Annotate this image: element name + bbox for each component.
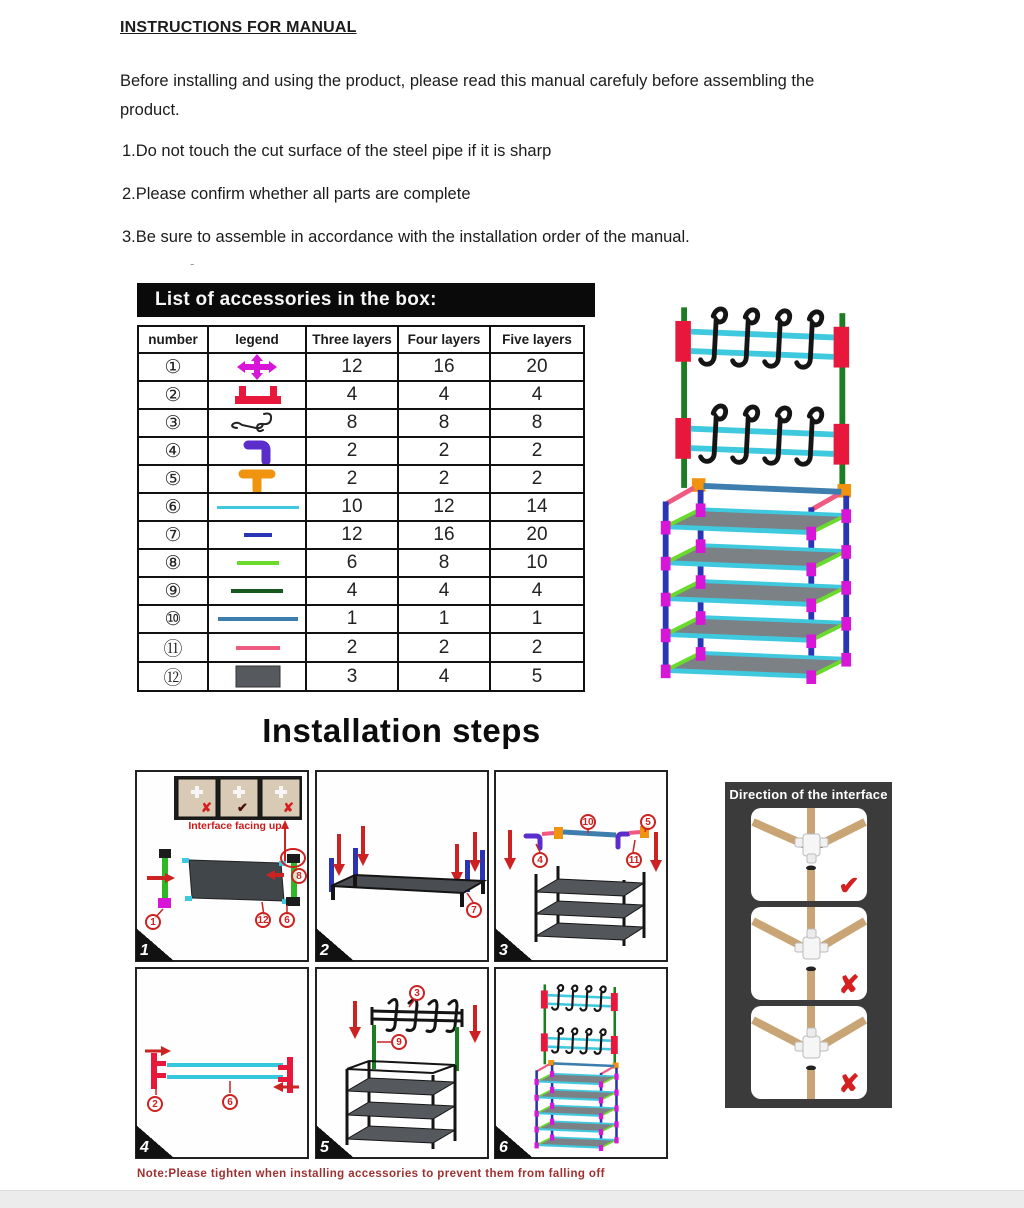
column-header-four-layers: Four layers	[398, 326, 490, 353]
step-number: 1	[140, 942, 149, 959]
qty-four-layers: 1	[398, 605, 490, 633]
qty-five-layers: 8	[490, 409, 584, 437]
step-number-badge	[316, 1125, 354, 1158]
step-panel-1	[135, 770, 309, 962]
qty-three-layers: 6	[306, 549, 398, 577]
qty-five-layers: 14	[490, 493, 584, 521]
qty-five-layers: 1	[490, 605, 584, 633]
table-row	[138, 549, 584, 577]
table-row	[138, 353, 584, 381]
qty-four-layers: 12	[398, 493, 490, 521]
interface-direction-panel	[725, 782, 892, 1108]
interface-card-3	[751, 1006, 867, 1099]
qty-three-layers: 2	[306, 437, 398, 465]
dark-green-tube-icon	[208, 577, 306, 605]
callout-part-5: 5	[640, 814, 656, 830]
interface-card-1	[751, 808, 867, 901]
cyan-long-tube-icon	[208, 493, 306, 521]
qty-four-layers: 8	[398, 409, 490, 437]
orange-tee-connector-icon	[208, 465, 306, 493]
part-number: ⑫	[138, 662, 208, 691]
table-row	[138, 633, 584, 662]
step-number: 5	[320, 1139, 329, 1156]
qty-four-layers: 2	[398, 633, 490, 662]
intro-paragraph: Before installing and using the product, please read this manual carefuly before assembling the product.	[120, 71, 815, 119]
qty-three-layers: 3	[306, 662, 398, 691]
callout-part-9: 9	[391, 1034, 407, 1050]
crimson-double-tab-base-icon	[208, 381, 306, 409]
part-number: ⑧	[138, 549, 208, 577]
callout-part-10: 10	[580, 814, 596, 830]
pink-tube-icon	[208, 633, 306, 662]
step-panel-4	[135, 967, 309, 1159]
table-row	[138, 521, 584, 549]
purple-elbow-connector-icon	[208, 437, 306, 465]
qty-three-layers: 12	[306, 353, 398, 381]
part-number: ③	[138, 409, 208, 437]
inset-cross-mark: ✘	[283, 800, 294, 815]
qty-four-layers: 16	[398, 353, 490, 381]
bottom-scroll-strip	[0, 1190, 1024, 1208]
check-mark-icon: ✔	[838, 872, 860, 900]
step-panel-3	[494, 770, 668, 962]
callout-part-12: 12	[255, 912, 271, 928]
part-number: ④	[138, 437, 208, 465]
fabric-shelf-panel-icon	[208, 662, 306, 691]
column-header-three-layers: Three layers	[306, 326, 398, 353]
step-number: 2	[320, 942, 329, 959]
qty-three-layers: 2	[306, 465, 398, 493]
step-number: 4	[140, 1139, 149, 1156]
qty-three-layers: 2	[306, 633, 398, 662]
qty-four-layers: 2	[398, 465, 490, 493]
qty-five-layers: 2	[490, 437, 584, 465]
step-panel-2	[315, 770, 489, 962]
inset-check-mark: ✔	[237, 800, 248, 815]
installation-heading: Installation steps	[262, 712, 541, 749]
instruction-point-1: 1.Do not touch the cut surface of the steel pipe if it is sharp	[122, 141, 552, 160]
step-6-illustration	[524, 975, 642, 1151]
step-number-badge	[136, 928, 174, 961]
interface-facing-up-label: Interface facing up	[188, 820, 282, 832]
lime-green-tube-icon	[208, 549, 306, 577]
step-number-badge	[495, 1125, 533, 1158]
part-number: ①	[138, 353, 208, 381]
part-number: ⑥	[138, 493, 208, 521]
qty-three-layers: 10	[306, 493, 398, 521]
instruction-point-3: 3.Be sure to assemble in accordance with the installation order of the manual.	[122, 227, 690, 246]
qty-four-layers: 8	[398, 549, 490, 577]
table-row	[138, 662, 584, 691]
steel-blue-long-tube-icon	[208, 605, 306, 633]
black-coat-hooks-icon	[208, 409, 306, 437]
step-number: 3	[499, 942, 508, 959]
qty-three-layers: 8	[306, 409, 398, 437]
callout-part-6: 6	[279, 912, 295, 928]
table-row	[138, 437, 584, 465]
magenta-cross-connector-icon	[208, 353, 306, 381]
interface-card-2	[751, 907, 867, 1000]
table-header-row	[138, 326, 584, 353]
table-row	[138, 465, 584, 493]
step-panel-6	[494, 967, 668, 1159]
qty-four-layers: 2	[398, 437, 490, 465]
table-row	[138, 605, 584, 633]
assembled-product-illustration	[648, 286, 893, 684]
qty-five-layers: 2	[490, 465, 584, 493]
column-header-legend: legend	[208, 326, 306, 353]
callout-part-6: 6	[222, 1094, 238, 1110]
table-row	[138, 381, 584, 409]
navy-short-tube-icon	[208, 521, 306, 549]
qty-three-layers: 4	[306, 577, 398, 605]
step-number-badge	[316, 928, 354, 961]
callout-part-8: 8	[291, 868, 307, 884]
part-number: ⑩	[138, 605, 208, 633]
accessories-table	[137, 325, 585, 692]
qty-four-layers: 4	[398, 577, 490, 605]
part-number: ②	[138, 381, 208, 409]
cross-mark-icon: ✘	[838, 1070, 860, 1098]
stray-dash: -	[190, 256, 195, 271]
step-number-badge	[136, 1125, 174, 1158]
part-number: ⑪	[138, 633, 208, 662]
qty-four-layers: 4	[398, 662, 490, 691]
qty-three-layers: 4	[306, 381, 398, 409]
table-row	[138, 493, 584, 521]
callout-part-4: 4	[532, 852, 548, 868]
instruction-point-2: 2.Please confirm whether all parts are complete	[122, 184, 471, 203]
callout-part-3: 3	[409, 985, 425, 1001]
qty-five-layers: 20	[490, 521, 584, 549]
qty-three-layers: 1	[306, 605, 398, 633]
qty-four-layers: 4	[398, 381, 490, 409]
qty-five-layers: 4	[490, 381, 584, 409]
qty-five-layers: 20	[490, 353, 584, 381]
callout-part-2: 2	[147, 1096, 163, 1112]
step-number: 6	[499, 1139, 508, 1156]
step-panel-5	[315, 967, 489, 1159]
note-text: Note:Please tighten when installing accessories to prevent them from falling off	[137, 1168, 605, 1180]
step-number-badge	[495, 928, 533, 961]
part-number: ⑦	[138, 521, 208, 549]
table-row	[138, 409, 584, 437]
table-row	[138, 577, 584, 605]
cross-mark-icon: ✘	[838, 971, 860, 999]
interface-direction-title: Direction of the interface	[729, 787, 888, 802]
qty-five-layers: 5	[490, 662, 584, 691]
page-title: INSTRUCTIONS FOR MANUAL	[120, 18, 357, 36]
column-header-number: number	[138, 326, 208, 353]
part-number: ⑤	[138, 465, 208, 493]
qty-three-layers: 12	[306, 521, 398, 549]
callout-part-1: 1	[145, 914, 161, 930]
qty-five-layers: 4	[490, 577, 584, 605]
column-header-five-layers: Five layers	[490, 326, 584, 353]
qty-five-layers: 10	[490, 549, 584, 577]
inset-cross-mark: ✘	[201, 800, 212, 815]
qty-four-layers: 16	[398, 521, 490, 549]
accessories-header: List of accessories in the box:	[137, 283, 595, 317]
qty-five-layers: 2	[490, 633, 584, 662]
callout-part-7: 7	[466, 902, 482, 918]
part-number: ⑨	[138, 577, 208, 605]
callout-part-11: 11	[626, 852, 642, 868]
